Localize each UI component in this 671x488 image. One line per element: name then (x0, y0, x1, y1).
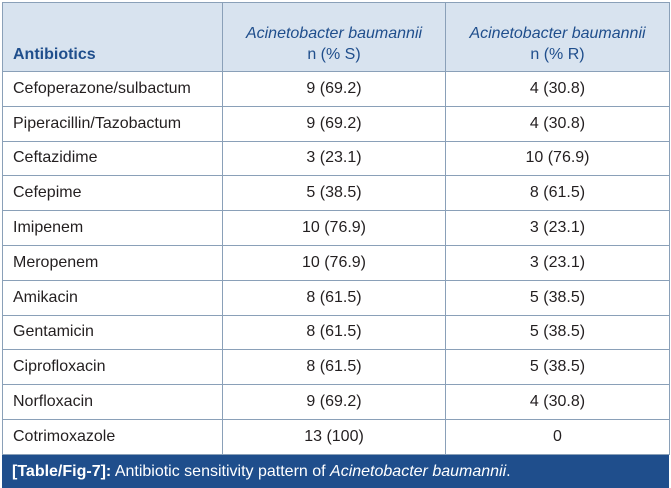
antibiotic-name: Gentamicin (3, 315, 223, 350)
table-row (3, 141, 670, 176)
table-row (3, 280, 670, 315)
resistant-value: 3 (23.1) (446, 211, 670, 246)
table-row (3, 315, 670, 350)
resistant-value: 10 (76.9) (446, 141, 670, 176)
header-sensitive-organism: Acinetobacter baumannii (245, 25, 423, 42)
table-body (3, 72, 670, 455)
caption-text: Antibiotic sensitivity pattern of (111, 462, 331, 480)
table-row (3, 211, 670, 246)
table-row (3, 72, 670, 107)
sensitive-value: 13 (100) (223, 419, 446, 454)
antibiotic-name: Cotrimoxazole (3, 419, 223, 454)
sensitive-value: 9 (69.2) (223, 106, 446, 141)
antibiotic-name: Ciprofloxacin (3, 350, 223, 385)
table-row (3, 350, 670, 385)
sensitive-value: 3 (23.1) (223, 141, 446, 176)
antibiotic-name: Norfloxacin (3, 385, 223, 420)
table-row (3, 419, 670, 454)
antibiotic-name: Meropenem (3, 245, 223, 280)
resistant-value: 5 (38.5) (446, 350, 670, 385)
header-resistant-unit: n (% R) (530, 46, 585, 63)
antibiotic-name: Imipenem (3, 211, 223, 246)
table-row (3, 245, 670, 280)
antibiotic-name: Cefoperazone/sulbactum (3, 72, 223, 107)
table-row (3, 385, 670, 420)
sensitive-value: 8 (61.5) (223, 350, 446, 385)
table-row (3, 176, 670, 211)
header-resistant-organism: Acinetobacter baumannii (469, 25, 646, 42)
table-header (3, 3, 670, 72)
sensitive-value: 10 (76.9) (223, 245, 446, 280)
header-resistant (446, 3, 670, 72)
resistant-value: 8 (61.5) (446, 176, 670, 211)
antibiotic-name: Cefepime (3, 176, 223, 211)
caption-label: [Table/Fig-7]: (12, 462, 112, 480)
resistant-value: 5 (38.5) (446, 280, 670, 315)
caption-end: . (506, 462, 511, 480)
resistant-value: 0 (446, 419, 670, 454)
sensitive-value: 9 (69.2) (223, 385, 446, 420)
caption-organism: Acinetobacter baumannii (330, 462, 507, 480)
resistant-value: 4 (30.8) (446, 106, 670, 141)
antibiotic-name: Ceftazidime (3, 141, 223, 176)
antibiotic-name: Piperacillin/Tazobactum (3, 106, 223, 141)
antibiotic-name: Amikacin (3, 280, 223, 315)
resistant-value: 5 (38.5) (446, 315, 670, 350)
header-sensitive (223, 3, 446, 72)
sensitive-value: 8 (61.5) (223, 280, 446, 315)
sensitive-value: 9 (69.2) (223, 72, 446, 107)
resistant-value: 4 (30.8) (446, 72, 670, 107)
header-row (3, 3, 670, 72)
antibiotic-sensitivity-table (2, 2, 670, 455)
header-sensitive-unit: n (% S) (307, 46, 361, 63)
sensitive-value: 5 (38.5) (223, 176, 446, 211)
resistant-value: 3 (23.1) (446, 245, 670, 280)
table-caption (2, 455, 669, 488)
sensitive-value: 10 (76.9) (223, 211, 446, 246)
table-figure (2, 2, 669, 488)
header-antibiotics: Antibiotics (3, 3, 223, 72)
sensitive-value: 8 (61.5) (223, 315, 446, 350)
resistant-value: 4 (30.8) (446, 385, 670, 420)
table-row (3, 106, 670, 141)
